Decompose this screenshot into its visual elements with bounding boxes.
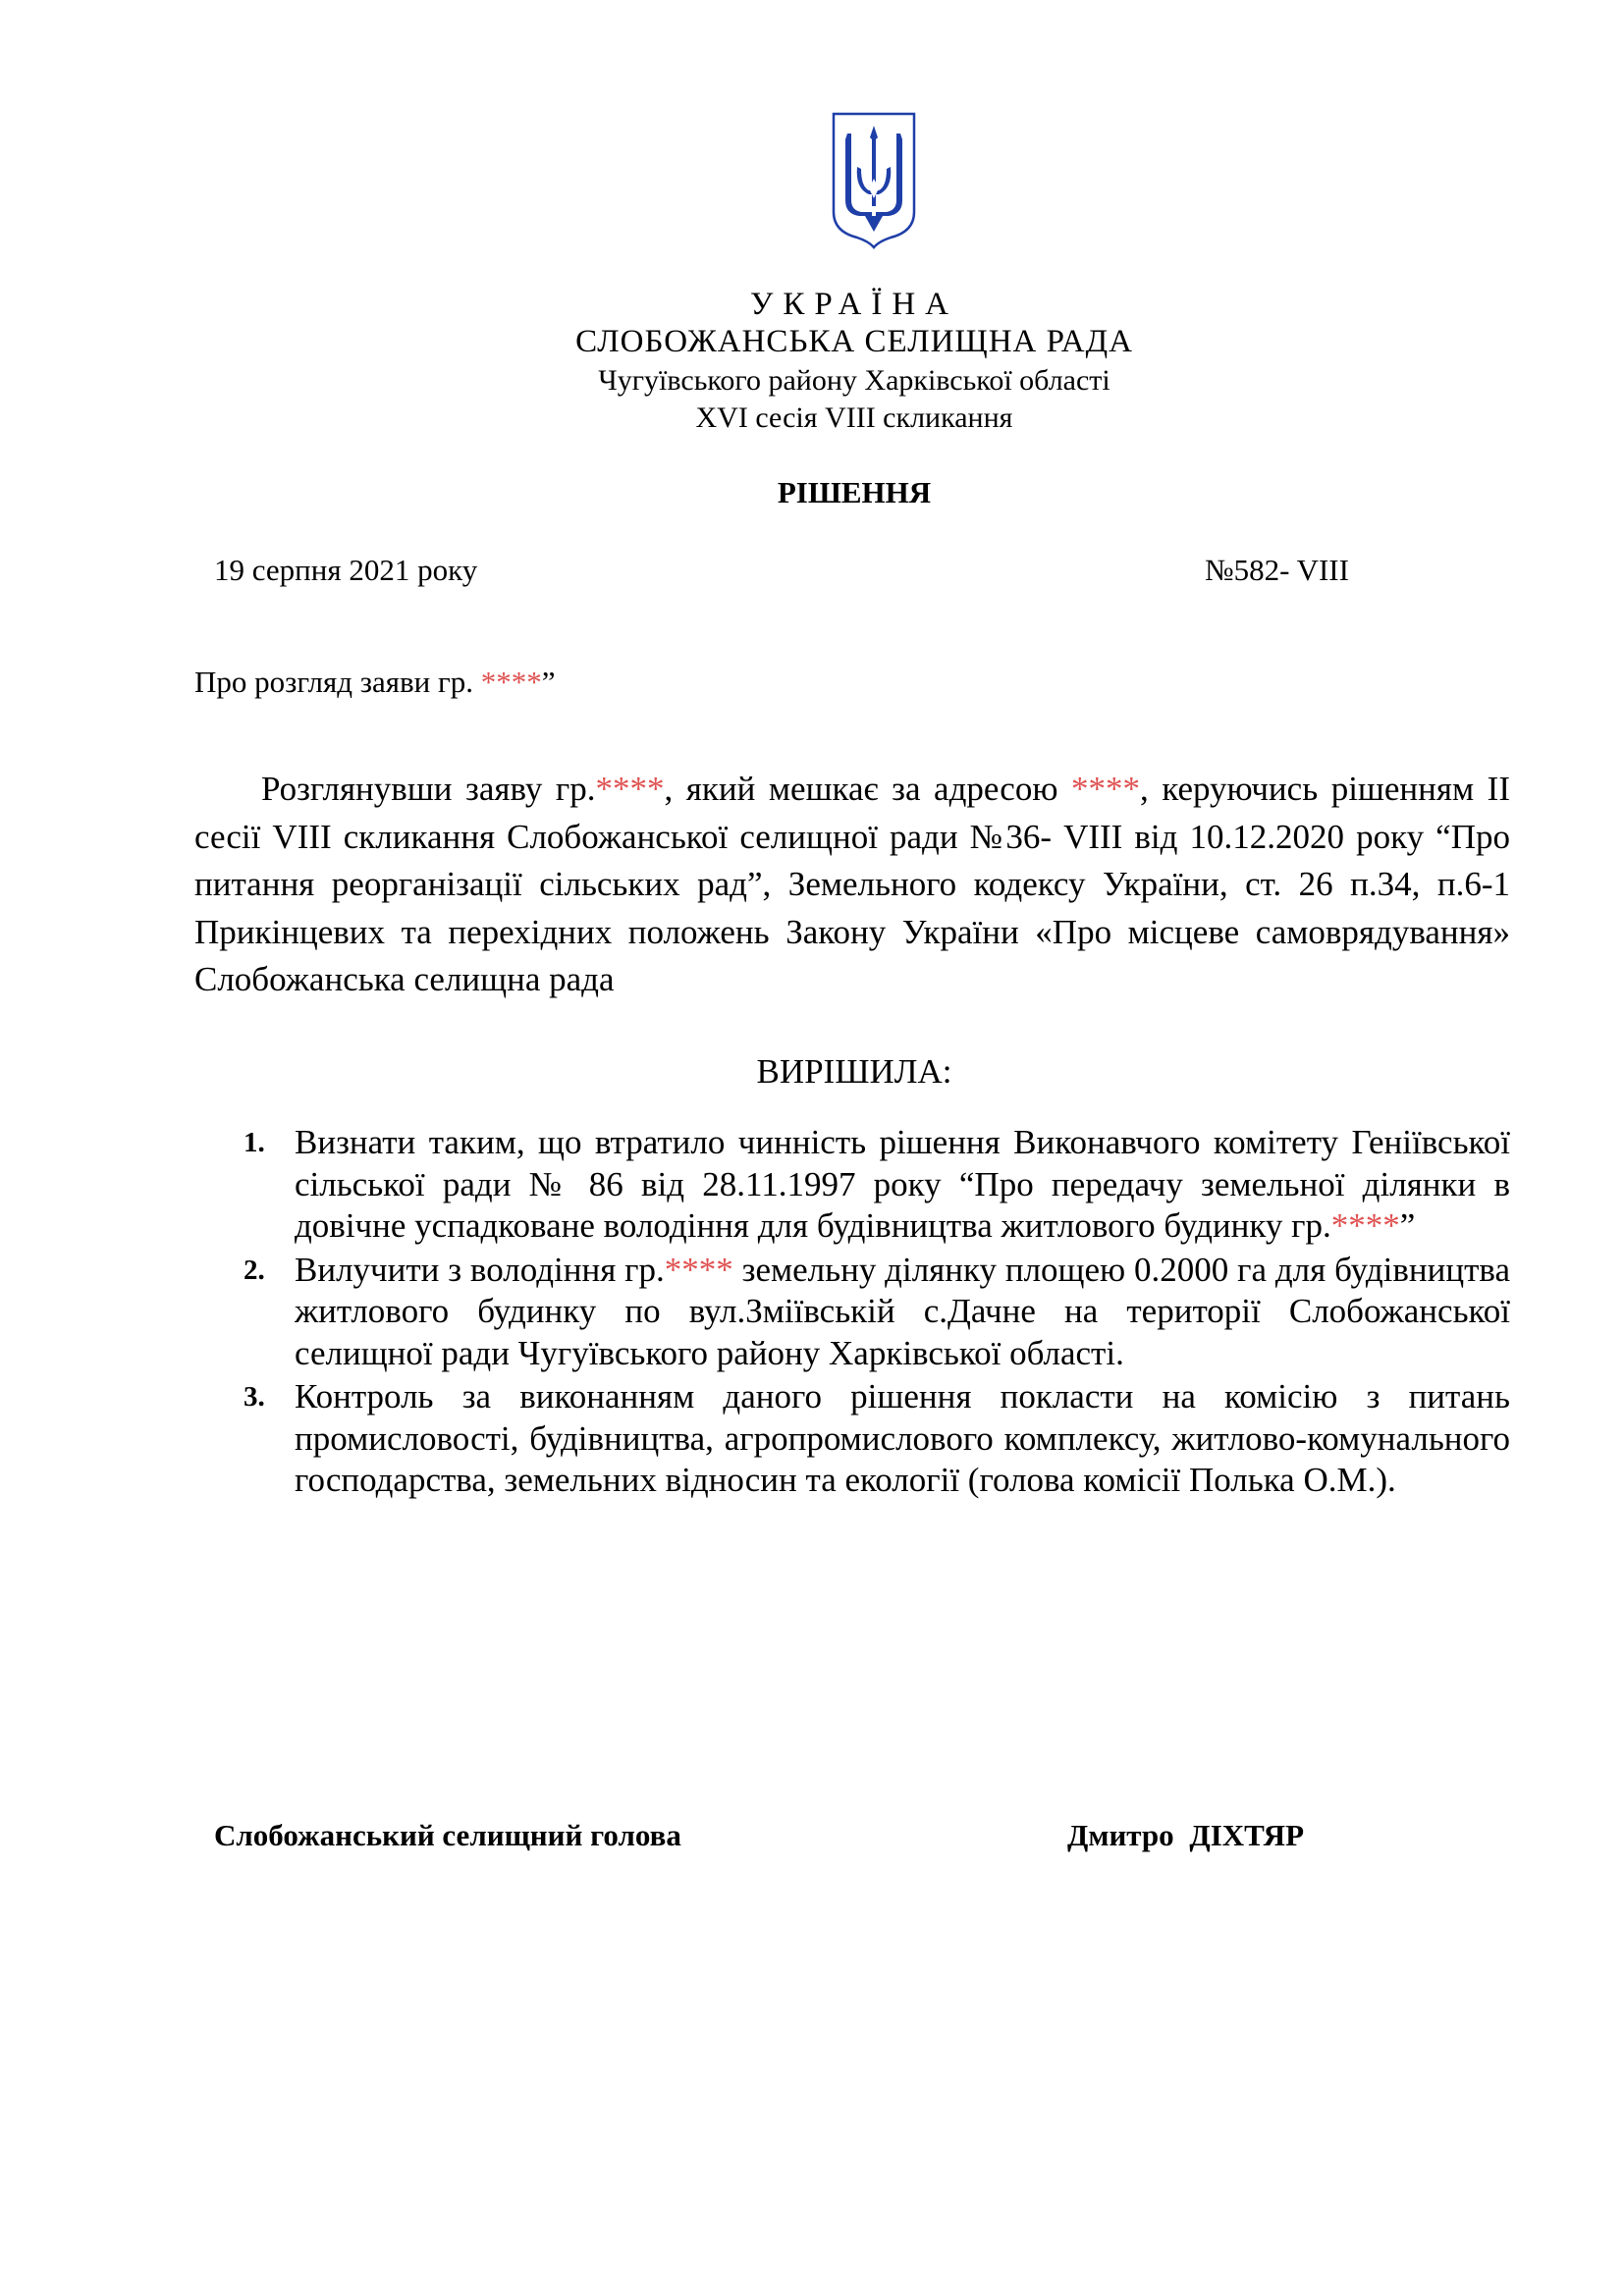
tryzub-coat-of-arms-icon	[830, 110, 918, 249]
preamble-part2: , який мешкає за адресою	[664, 770, 1072, 808]
subject-prefix: Про розгляд заяви гр.	[194, 665, 481, 699]
header-country: УКРАЇНА	[750, 287, 958, 322]
item-number: 2.	[244, 1254, 265, 1286]
decision-item	[234, 1376, 1510, 1502]
signatory-role: Слобожанський селищний голова	[214, 1818, 681, 1852]
preamble-paragraph	[194, 766, 1510, 1004]
preamble-part3: , керуючись рішенням ІІ сесії VIII скликання Слобожанської селищної ради №36- VIII від 10.12.2020 року “Про питання реорганізації сільських рад”, Земельного кодексу України, ст. 26 п.34, п.6-1 Прикінцевих та перехідних положень Закону України «Про місцеве самоврядування» Слобожанська селищна рада	[194, 770, 1510, 998]
item-text: Контроль за виконанням даного рішення покласти на комісію з питань промисловості, будівництва, агропромислового комплексу, житлово-комунального господарства, земельних відносин та екології (голова комісії Полька О.М.).	[295, 1377, 1510, 1499]
decision-date: 19 серпня 2021 року	[214, 553, 478, 587]
item-text-end: земельну ділянку площею 0.2000 га для будівництва житлового будинку по вул.Зміївській с.Дачне на території Слобожанської селищної ради Чугуївського району Харківської області.	[295, 1250, 1510, 1372]
preamble-part1: Розглянувши заяву гр.	[261, 770, 596, 808]
subject-line	[194, 665, 556, 700]
redacted-name: ****	[480, 665, 542, 699]
decision-item	[234, 1122, 1510, 1248]
decision-item	[234, 1250, 1510, 1375]
item-text: Визнати таким, що втратило чинність рішення Виконавчого комітету Геніївської сільської ради № 86 від 28.11.1997 року “Про передачу земельної ділянки в довічне успадковане володіння для будівництва житлового будинку гр.	[295, 1123, 1510, 1245]
redacted-name: ****	[664, 1250, 733, 1289]
signatory-name: Дмитро ДІХТЯР	[1067, 1818, 1304, 1852]
header-session: XVI сесія VIII скликання	[695, 401, 1013, 434]
document-title: РІШЕННЯ	[777, 475, 932, 509]
decision-items-list	[234, 1122, 1510, 1504]
header-council-name: СЛОБОЖАНСЬКА СЕЛИЩНА РАДА	[575, 324, 1133, 359]
redacted-name: ****	[1330, 1206, 1400, 1245]
subject-suffix: ”	[541, 665, 556, 699]
item-text-end: ”	[1399, 1206, 1416, 1245]
redacted-name: ****	[595, 770, 665, 808]
redacted-address: ****	[1071, 770, 1141, 808]
decision-number: №582- VIII	[1205, 553, 1349, 587]
header-district: Чугуївського району Харківської області	[598, 364, 1110, 397]
item-number: 1.	[244, 1127, 265, 1158]
item-number: 3.	[244, 1381, 265, 1413]
item-text: Вилучити з володіння гр.	[295, 1250, 665, 1289]
resolved-heading: ВИРІШИЛА:	[756, 1052, 952, 1091]
